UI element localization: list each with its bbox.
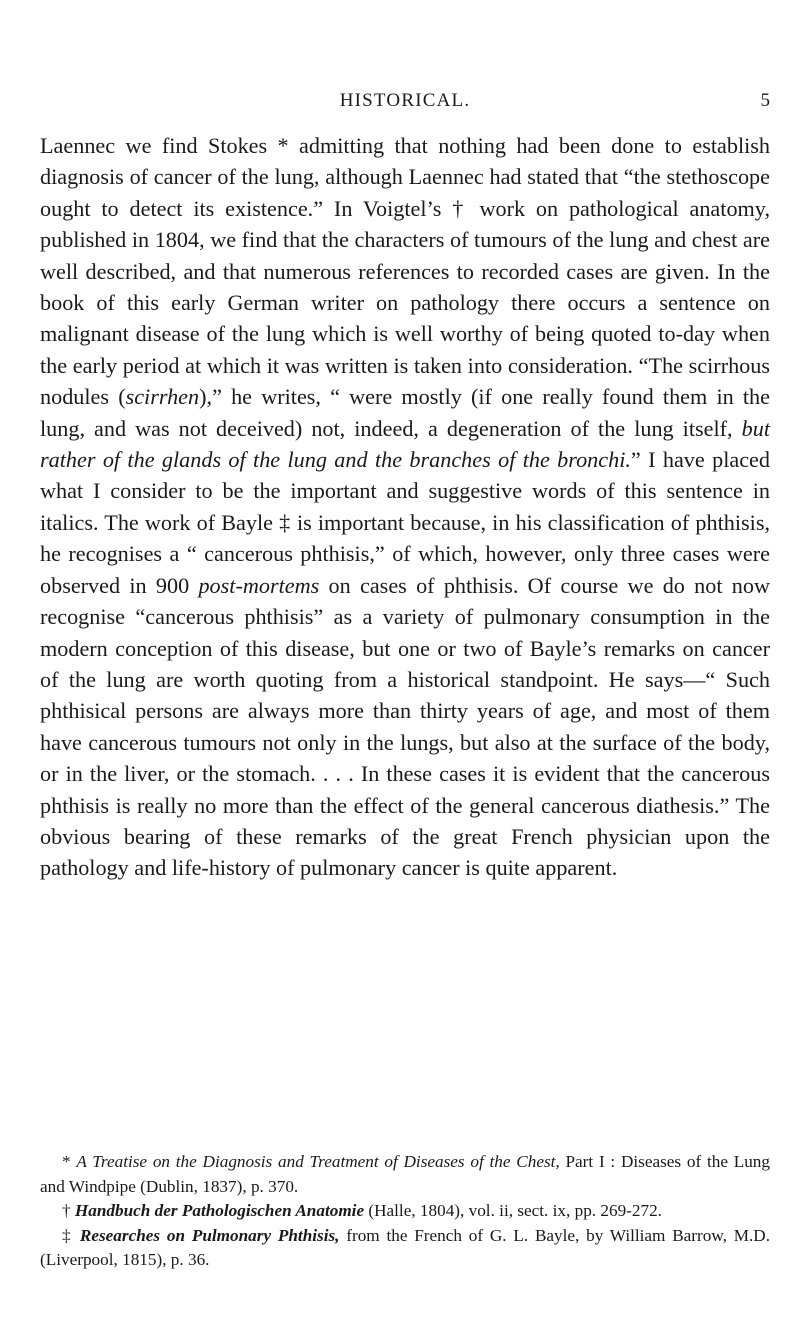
italic-run: but rather of the glands of the lung and the branches of the bronchi. xyxy=(40,415,770,473)
running-title: HISTORICAL. xyxy=(339,90,471,111)
footnote-title: A Treatise on the Diagnosis and Treatment of Diseases of the Chest, xyxy=(76,1152,560,1171)
text-run: Laennec we find Stokes * admitting that nothing had been done to establish diagnosis of cancer of the lung, although Laennec had stated that “the stethoscope ought to detect its existence.” In Voigtel’s † work on pathological anatomy, published in 1804, we find that the characters of tumours of the lung and chest are well described, and that numerous references to recorded cases are given. In the book of this early German writer on pathology there occurs a sentence on malignant disease of the lung which is well worthy of being quoted to-day when the early period at which it was written is taken into consideration. “The scirrhous nodules ( xyxy=(40,133,770,410)
footnote-mark: ‡ xyxy=(62,1225,74,1245)
running-head xyxy=(40,90,770,116)
footnote-text: from the French of G. L. Bayle, by William Barrow, M.D. (Liverpool, 1815), p. 36. xyxy=(40,1225,771,1270)
footnote-mark: * xyxy=(62,1152,71,1171)
footnotes xyxy=(40,1150,770,1273)
text-run: on cases of phthisis. Of course we do not now recognise “cancerous phthisis” as a variety of pulmonary consumption in the modern conception of this disease, but one or two of Bayle’s remarks on cancer of the lung are worth quoting from a historical standpoint. He says—“ Such phthisical persons are always more than thirty years of age, and most of them have cancerous tumours not only in the lungs, but also at the surface of the body, or in the liver, or the stomach. . . . In these cases it is evident that the cancerous phthisis is really no more than the effect of the general cancerous diathesis.” The obvious bearing of these remarks of the great French physician upon the pathology and life-history of pulmonary cancer is quite apparent. xyxy=(40,572,770,881)
italic-run: scirrhen xyxy=(125,384,200,410)
footnote-1 xyxy=(40,1150,770,1199)
footnote-title: Handbuch der Pathologischen Anatomie xyxy=(74,1201,365,1221)
footnote-text: (Halle, 1804), vol. ii, sect. ix, pp. 269-272. xyxy=(364,1201,662,1221)
body-paragraph xyxy=(40,130,770,884)
text-run: ),” he writes, “ were mostly (if one really found them in the lung, and was not deceived) not, indeed, a degeneration of the lung itself, xyxy=(40,384,770,441)
footnote-3 xyxy=(40,1224,770,1273)
page-number: 5 xyxy=(760,90,770,111)
text-run: ” I have placed what I consider to be the important and suggestive words of this sentence in italics. The work of Bayle ‡ is important because, in his classification of phthisis, he recognises a “ cancerous phthisis,” of which, however, only three cases were observed in 900 xyxy=(40,447,771,598)
footnote-2 xyxy=(40,1199,770,1224)
footnote-title: Researches on Pulmonary Phthisis, xyxy=(79,1225,340,1245)
footnote-mark: † xyxy=(62,1201,71,1221)
footnote-text: Part I : Diseases of the Lung and Windpipe (Dublin, 1837), p. 370. xyxy=(40,1152,770,1196)
italic-run: post-mortems xyxy=(198,572,320,598)
